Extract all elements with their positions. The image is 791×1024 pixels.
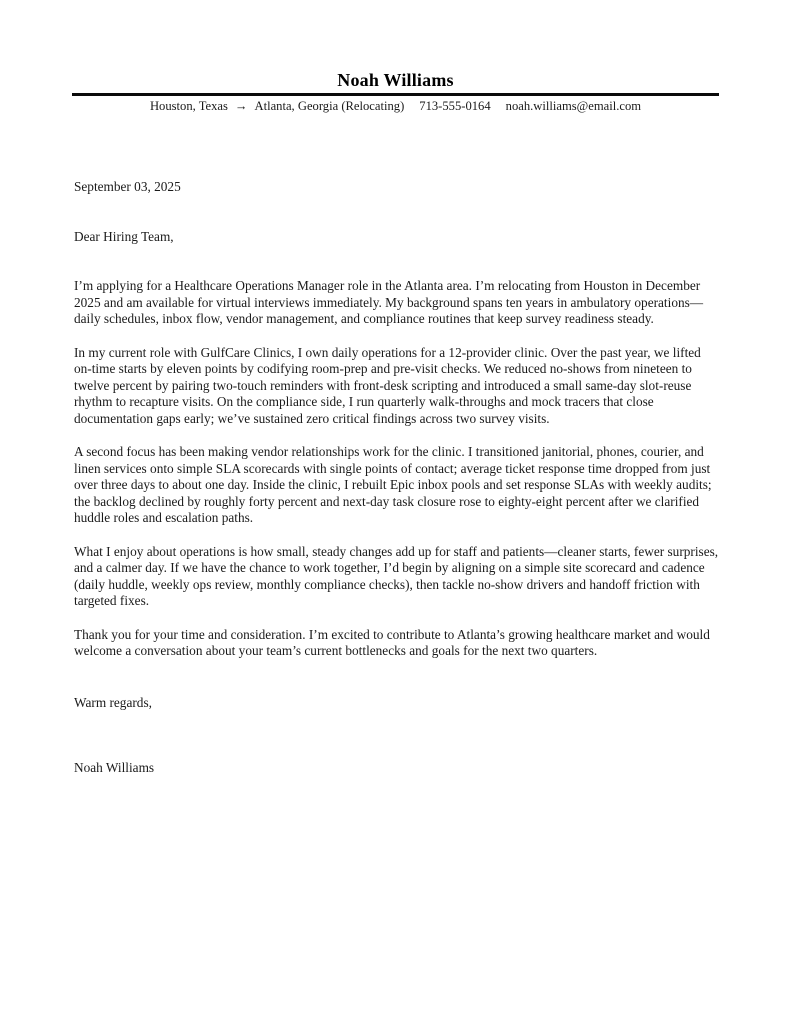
location-to: Atlanta, Georgia (Relocating) (254, 99, 405, 113)
letter-paragraph: I’m applying for a Healthcare Operations Manager role in the Atlanta area. I’m relocating from Houston in December 2025 and am available for virtual interviews immediately. My background spans ten years in ambulatory operations—daily schedules, inbox flow, vendor management, and compliance routines that keep survey readiness steady. (74, 278, 704, 326)
letter-paragraphs (74, 278, 720, 660)
letter-header (0, 0, 791, 114)
arrow-right-icon: → (234, 99, 248, 113)
contact-line (0, 98, 791, 114)
relocation-route (150, 98, 404, 114)
letter-paragraph: A second focus has been making vendor relationships work for the clinic. I transitioned janitorial, phones, courier, and linen services onto simple SLA scorecards with single points of contact; average ticket response time dropped from just over three days to about one day. Inside the clinic, I rebuilt Epic inbox pools and set response SLAs with weekly audits; the backlog declined by roughly forty percent and next-day task closure rose to eighty-eight percent after we clarified huddle roles and escalation paths. (74, 444, 712, 525)
letter-paragraph: In my current role with GulfCare Clinics, I own daily operations for a 12-provider clinic. Over the past year, we lifted on-time starts by eleven points by codifying room-prep and pre-visit checks. We reduced no-shows from nineteen to twelve percent by pairing two-touch reminders with front-desk scripting and introduced a small same-day slot-reuse rhythm to recapture visits. On the compliance side, I run quarterly walk-throughs and mock tracers that close documentation gaps early; we’ve sustained zero critical findings across two survey visits. (74, 344, 701, 426)
letter-paragraph: What I enjoy about operations is how small, steady changes add up for staff and patients—cleaner starts, fewer surprises, and a calmer day. If we have the chance to work together, I’d begin by aligning on a simple site scorecard and cadence (daily huddle, weekly ops review, monthly compliance checks), then tackle no-show drivers and handoff friction with targeted fixes. (74, 543, 719, 608)
closing-line: Warm regards, (74, 694, 152, 710)
letter-paragraph: Thank you for your time and consideration. I’m excited to contribute to Atlanta’s growing healthcare market and would welcome a conversation about your team’s current bottlenecks and goals for the next two quarters. (74, 626, 710, 658)
header-divider (72, 93, 719, 96)
letter-date: September 03, 2025 (74, 179, 181, 194)
applicant-name: Noah Williams (337, 70, 454, 90)
location-from: Houston, Texas (149, 99, 228, 113)
email-address: noah.williams@email.com (505, 99, 642, 113)
letter-body (74, 179, 720, 777)
signature-name: Noah Williams (74, 760, 155, 775)
salutation: Dear Hiring Team, (74, 228, 174, 244)
phone-number: 713-555-0164 (419, 99, 491, 113)
